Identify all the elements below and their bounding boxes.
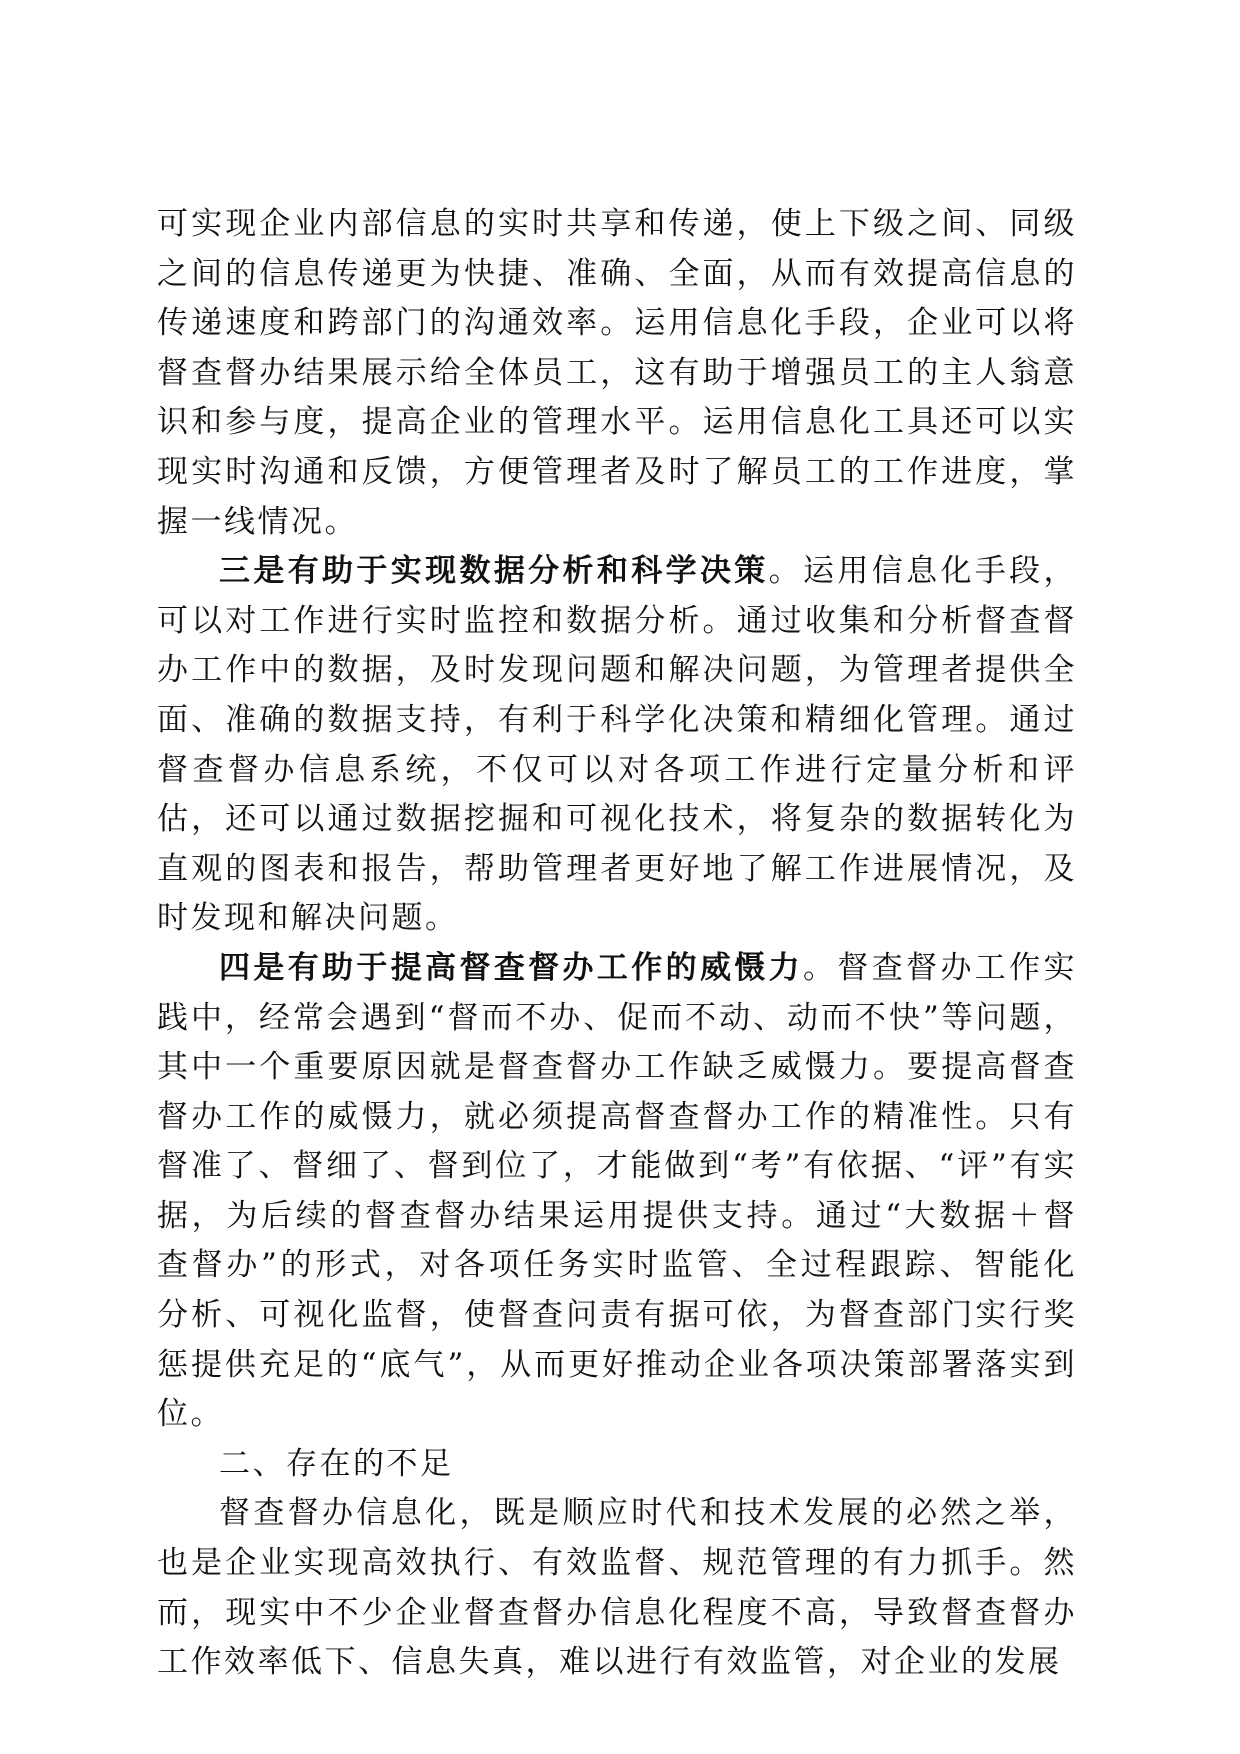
section-heading: 二、存在的不足 [219, 1445, 454, 1482]
paragraph-lead: 三是有助于实现数据分析和科学决策 [219, 553, 769, 590]
paragraph-body: 。督查督办工作实践中，经常会遇到“督而不办、促而不动、动而不快”等问题，其中一个重要原因就是督查督办工作缺乏威慑力。要提高督查督办工作的威慑力，就必须提高督查督办工作的精准性。只有督准了、督细了、督到位了，才能做到“考”有依据、“评”有实据，为后续的督查督办结果运用提供支持。通过“大数据＋督查督办”的形式，对各项任务实时监管、全过程跟踪、智能化分析、可视化监督，使督查问责有据可依，为督查部门实行奖惩提供充足的“底气”，从而更好推动企业各项决策部署落实到位。 [157, 949, 1078, 1433]
paragraph-point-three [157, 547, 1077, 944]
paragraph-lead: 四是有助于提高督查督办工作的威慑力 [219, 949, 804, 986]
paragraph-body: 。运用信息化手段，可以对工作进行实时监控和数据分析。通过收集和分析督查督办工作中的数据，及时发现问题和解决问题，为管理者提供全面、准确的数据支持，有利于科学化决策和精细化管理。通过督查督办信息系统，不仅可以对各项工作进行定量分析和评估，还可以通过数据挖掘和可视化技术，将复杂的数据转化为直观的图表和报告，帮助管理者更好地了解工作进展情况，及时发现和解决问题。 [157, 553, 1078, 937]
paragraph-body: 可实现企业内部信息的实时共享和传递，使上下级之间、同级之间的信息传递更为快捷、准确、全面，从而有效提高信息的传递速度和跨部门的沟通效率。运用信息化手段，企业可以将督查督办结果展示给全体员工，这有助于增强员工的主人翁意识和参与度，提高企业的管理水平。运用信息化工具还可以实现实时沟通和反馈，方便管理者及时了解员工的工作进度，掌握一线情况。 [157, 206, 1077, 540]
paragraph-point-four [157, 944, 1077, 1440]
body-text [157, 200, 1077, 1688]
paragraph-continuation [157, 200, 1077, 547]
paragraph-final: 督查督办信息化，既是顺应时代和技术发展的必然之举，也是企业实现高效执行、有效监督、规范管理的有力抓手。然而，现实中不少企业督查督办信息化程度不高，导致督查督办工作效率低下、信息失真，难以进行有效监管，对企业的发展 [157, 1495, 1077, 1681]
